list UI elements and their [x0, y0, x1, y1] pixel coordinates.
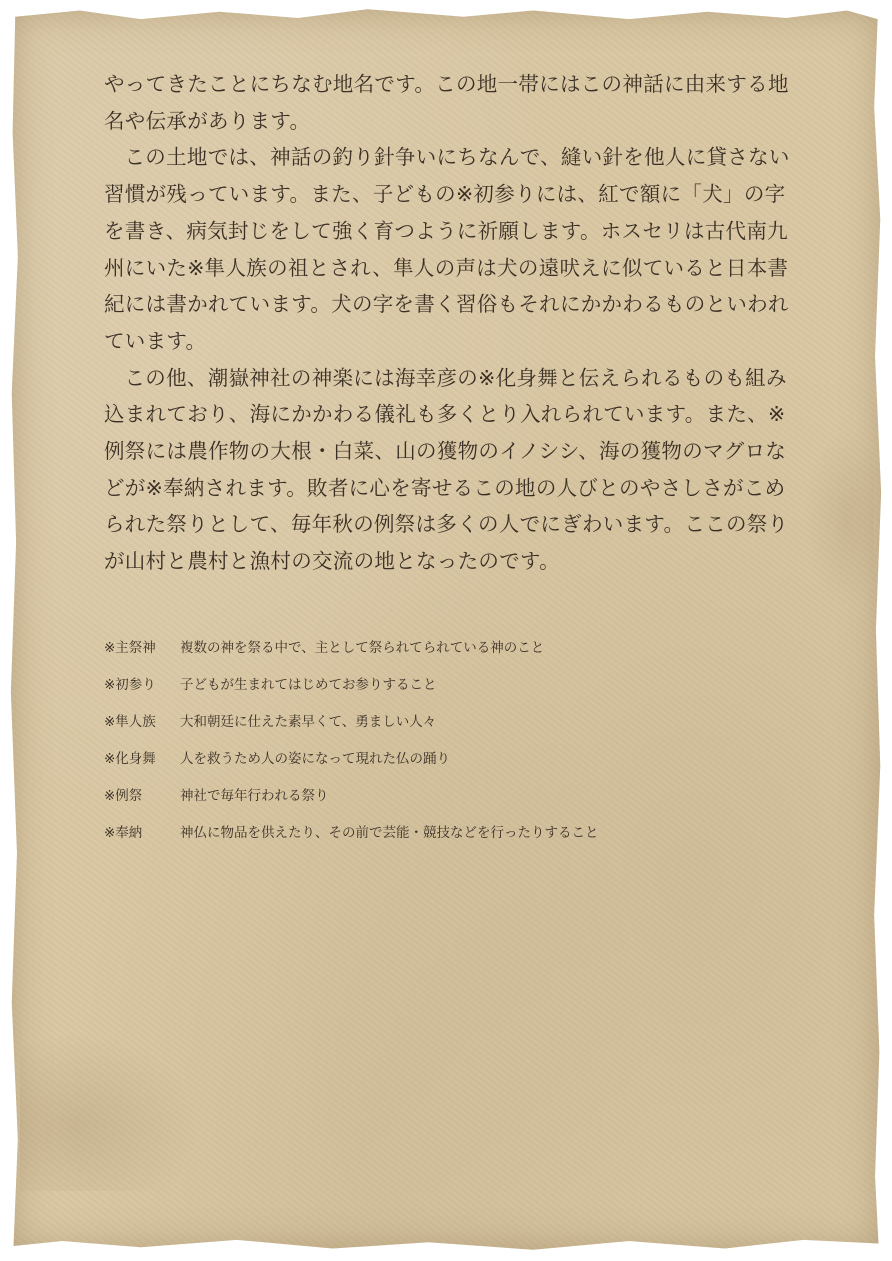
footnote-term: ※奉納: [104, 825, 143, 841]
footnote-definition: 神社で毎年行われる祭り: [180, 788, 329, 804]
footnotes: [104, 630, 824, 852]
footnote-term: ※主祭神: [104, 640, 156, 656]
footnote-definition: 神仏に物品を供えたり、その前で芸能・競技などを行ったりすること: [180, 825, 599, 841]
footnote: [104, 630, 824, 667]
main-text: [104, 66, 794, 580]
paper-stain: [20, 1031, 200, 1191]
paragraph-1: やってきたことにちなむ地名です。この地一帯にはこの神話に由来する地名や伝承があります。: [104, 72, 789, 133]
footnote-term: ※隼人族: [104, 714, 156, 730]
footnote-term: ※例祭: [104, 788, 143, 804]
footnote-definition: 複数の神を祭る中で、主として祭られてられている神のこと: [180, 640, 545, 656]
paragraph-2: この土地では、神話の釣り針争いにちなんで、縫い針を他人に貸さない習慣が残っています。また、子どもの※初参りには、紅で額に「犬」の字を書き、病気封じをして強く育つように祈願します。ホスセリは古代南九州にいた※隼人族の祖とされ、隼人の声は犬の遠吠えに似ていると日本書紀には書かれています。犬の字を書く習俗もそれにかかわるものといわれています。: [104, 145, 790, 353]
body-text: [104, 66, 794, 580]
footnote-definition: 人を救うため人の姿になって現れた仏の踊り: [180, 751, 450, 767]
footnote: [104, 704, 824, 741]
footnote: [104, 667, 824, 704]
footnote: [104, 815, 824, 852]
paragraph-3: この他、潮嶽神社の神楽には海幸彦の※化身舞と伝えられるものも組み込まれており、海にかかわる儀礼も多くとり入れられています。また、※例祭には農作物の大根・白菜、山の獲物のイノシシ、海の獲物のマグロなどが※奉納されます。敗者に心を寄せるこの地の人びとのやさしさがこめられた祭りとして、毎年秋の例祭は多くの人でにぎわいます。ここの祭りが山村と農村と漁村の交流の地となったのです。: [104, 365, 789, 574]
footnote-definition: 大和朝廷に仕えた素早くて、勇ましい人々: [180, 714, 437, 730]
footnote-term: ※初参り: [104, 677, 156, 693]
footnote: [104, 741, 824, 778]
paper-stain: [804, 428, 874, 608]
footnote: [104, 778, 824, 815]
footnote-term: ※化身舞: [104, 751, 156, 767]
footnote-definition: 子どもが生まれてはじめてお参りすること: [180, 677, 437, 693]
